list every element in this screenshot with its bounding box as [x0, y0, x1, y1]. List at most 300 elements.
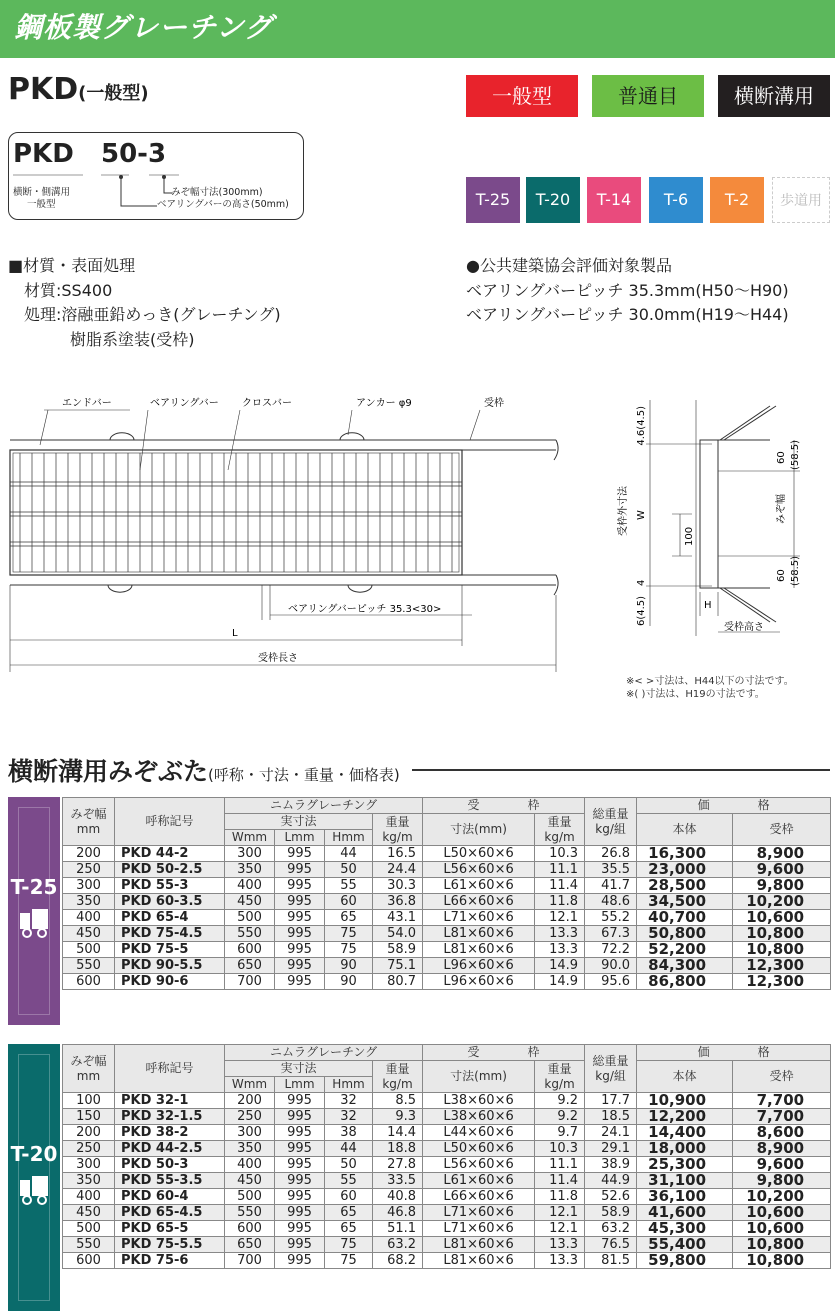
- cell-code: PKD 90-6: [115, 974, 225, 990]
- table-row: [63, 862, 831, 878]
- cell-weight: 75.1: [373, 958, 423, 974]
- material-heading: ■材質・表面処理: [8, 256, 136, 275]
- cell-frame-price: 7,700: [733, 1109, 831, 1125]
- th-total-weight: 総重量 kg/組: [585, 798, 637, 846]
- cell-body-price: 41,600: [637, 1205, 733, 1221]
- label-dim-top: 4.6(4.5): [636, 406, 647, 446]
- th-total-weight: 総重量 kg/組: [585, 1045, 637, 1093]
- cell-code: PKD 75-4.5: [115, 926, 225, 942]
- cell-hmm: 90: [325, 958, 373, 974]
- material-spec: 材質:SS400: [24, 281, 113, 300]
- cell-hmm: 50: [325, 862, 373, 878]
- cell-hmm: 65: [325, 1205, 373, 1221]
- cell-wmm: 550: [225, 1205, 275, 1221]
- load-t20: T-20: [526, 177, 580, 223]
- label-W: W: [636, 510, 647, 520]
- section-subtitle: (呼称・寸法・重量・価格表): [208, 766, 400, 784]
- th-groove-width: みぞ幅 mm: [63, 798, 115, 846]
- cell-code: PKD 44-2.5: [115, 1141, 225, 1157]
- cell-total-weight: 67.3: [585, 926, 637, 942]
- th-actual: 実寸法: [225, 814, 373, 830]
- price-table-t25: [62, 797, 831, 990]
- cell-body-price: 36,100: [637, 1189, 733, 1205]
- cell-weight: 40.8: [373, 1189, 423, 1205]
- truck-icon: [18, 909, 50, 939]
- cell-lmm: 995: [275, 974, 325, 990]
- tag-general: 一般型: [466, 75, 578, 117]
- cell-lmm: 995: [275, 910, 325, 926]
- cell-frame-weight: 11.8: [535, 1189, 585, 1205]
- cell-hmm: 44: [325, 846, 373, 862]
- cell-wmm: 700: [225, 1253, 275, 1269]
- code-note-height: ベアリングバーの高さ(50mm): [157, 199, 289, 210]
- cell-lmm: 995: [275, 1221, 325, 1237]
- table-row: [63, 1093, 831, 1109]
- table-row: [63, 942, 831, 958]
- cell-hmm: 32: [325, 1093, 373, 1109]
- treatment-spec-frame: 樹脂系塗装(受枠): [70, 330, 195, 349]
- cell-code: PKD 38-2: [115, 1125, 225, 1141]
- cell-total-weight: 81.5: [585, 1253, 637, 1269]
- cell-total-weight: 17.7: [585, 1093, 637, 1109]
- header-banner: [0, 0, 835, 58]
- cell-weight: 68.2: [373, 1253, 423, 1269]
- tag-cross-drain: 横断溝用: [718, 75, 830, 117]
- cell-frame-dim: L61×60×6: [423, 878, 535, 894]
- cell-weight: 58.9: [373, 942, 423, 958]
- cell-frame-dim: L81×60×6: [423, 1253, 535, 1269]
- cell-groove-width: 450: [63, 926, 115, 942]
- load-t25: T-25: [466, 177, 520, 223]
- label-585-bottom: (58.5): [790, 555, 801, 586]
- label-bearing-bar: ベアリングバー: [150, 398, 219, 409]
- truck-icon: [18, 1176, 50, 1206]
- th-body-price: 本体: [637, 814, 733, 846]
- cell-groove-width: 150: [63, 1109, 115, 1125]
- cell-frame-weight: 11.4: [535, 1173, 585, 1189]
- cell-wmm: 350: [225, 862, 275, 878]
- cell-code: PKD 55-3.5: [115, 1173, 225, 1189]
- label-60-top: 60: [776, 451, 787, 464]
- cell-hmm: 38: [325, 1125, 373, 1141]
- cell-frame-dim: L66×60×6: [423, 894, 535, 910]
- cell-frame-weight: 13.3: [535, 926, 585, 942]
- cell-body-price: 59,800: [637, 1253, 733, 1269]
- cell-weight: 54.0: [373, 926, 423, 942]
- cell-wmm: 500: [225, 1189, 275, 1205]
- cell-body-price: 23,000: [637, 862, 733, 878]
- label-L: L: [232, 628, 238, 639]
- cell-frame-price: 9,800: [733, 1173, 831, 1189]
- section-title: [8, 752, 400, 788]
- side-band-t20: [8, 1044, 60, 1311]
- cell-hmm: 75: [325, 1253, 373, 1269]
- cell-frame-price: 10,600: [733, 1221, 831, 1237]
- cell-wmm: 450: [225, 894, 275, 910]
- cell-body-price: 14,400: [637, 1125, 733, 1141]
- cell-frame-price: 10,600: [733, 1205, 831, 1221]
- table-row: [63, 1141, 831, 1157]
- cell-wmm: 600: [225, 1221, 275, 1237]
- cell-weight: 16.5: [373, 846, 423, 862]
- label-100: 100: [684, 526, 695, 546]
- cell-body-price: 45,300: [637, 1221, 733, 1237]
- table-row: [63, 926, 831, 942]
- cell-lmm: 995: [275, 1237, 325, 1253]
- label-groove-width: みぞ幅: [776, 494, 787, 524]
- cell-total-weight: 48.6: [585, 894, 637, 910]
- cell-frame-dim: L66×60×6: [423, 1189, 535, 1205]
- cell-frame-weight: 12.1: [535, 910, 585, 926]
- label-frame-length: 受枠長さ: [258, 653, 298, 664]
- code-note-type: 一般型: [27, 199, 56, 210]
- cell-groove-width: 600: [63, 974, 115, 990]
- th-price: 価 格: [637, 798, 831, 814]
- cell-groove-width: 500: [63, 942, 115, 958]
- code-note-width: みぞ幅寸法(300mm): [171, 187, 263, 198]
- cell-body-price: 31,100: [637, 1173, 733, 1189]
- cell-groove-width: 350: [63, 894, 115, 910]
- cell-frame-price: 7,700: [733, 1093, 831, 1109]
- cell-code: PKD 65-4: [115, 910, 225, 926]
- cell-body-price: 10,900: [637, 1093, 733, 1109]
- cell-frame-price: 8,600: [733, 1125, 831, 1141]
- cell-body-price: 84,300: [637, 958, 733, 974]
- plan-drawing: [0, 390, 600, 680]
- cell-frame-dim: L81×60×6: [423, 942, 535, 958]
- table-row: [63, 958, 831, 974]
- cell-frame-dim: L50×60×6: [423, 1141, 535, 1157]
- cell-frame-dim: L38×60×6: [423, 1109, 535, 1125]
- table-row: [63, 1253, 831, 1269]
- cell-lmm: 995: [275, 1253, 325, 1269]
- header-title: 鋼板製グレーチング: [14, 11, 274, 44]
- cell-lmm: 995: [275, 1093, 325, 1109]
- table-row: [63, 910, 831, 926]
- cell-frame-price: 10,800: [733, 926, 831, 942]
- pitch-spec-1: ベアリングバーピッチ 35.3mm(H50〜H90): [466, 281, 789, 300]
- cell-frame-dim: L44×60×6: [423, 1125, 535, 1141]
- table-row: [63, 1237, 831, 1253]
- th-frame-dim: 寸法(mm): [423, 814, 535, 846]
- code-note-usage: 横断・側溝用: [13, 187, 71, 198]
- section-drawing: [600, 396, 835, 636]
- cell-groove-width: 400: [63, 910, 115, 926]
- cell-hmm: 75: [325, 942, 373, 958]
- cell-wmm: 200: [225, 1093, 275, 1109]
- cell-weight: 30.3: [373, 878, 423, 894]
- th-hmm: Hmm: [325, 830, 373, 846]
- cell-code: PKD 90-5.5: [115, 958, 225, 974]
- th-groove-width: みぞ幅 mm: [63, 1045, 115, 1093]
- cell-frame-price: 9,800: [733, 878, 831, 894]
- cell-wmm: 650: [225, 1237, 275, 1253]
- cell-body-price: 40,700: [637, 910, 733, 926]
- label-dim-bottom-1: 4: [636, 579, 647, 586]
- cell-lmm: 995: [275, 942, 325, 958]
- cell-frame-weight: 12.1: [535, 1221, 585, 1237]
- cell-frame-weight: 11.8: [535, 894, 585, 910]
- cell-hmm: 44: [325, 1141, 373, 1157]
- cell-wmm: 300: [225, 846, 275, 862]
- cell-total-weight: 58.9: [585, 1205, 637, 1221]
- label-end-bar: エンドバー: [62, 398, 112, 409]
- label-anchor: アンカー φ9: [356, 398, 412, 409]
- cell-body-price: 28,500: [637, 878, 733, 894]
- cell-weight: 33.5: [373, 1173, 423, 1189]
- cell-frame-price: 10,600: [733, 910, 831, 926]
- cell-wmm: 400: [225, 878, 275, 894]
- cell-lmm: 995: [275, 894, 325, 910]
- tag-normal-mesh: 普通目: [592, 75, 704, 117]
- cell-frame-price: 10,200: [733, 1189, 831, 1205]
- th-frame-weight: 重量 kg/m: [535, 1061, 585, 1093]
- cell-frame-dim: L38×60×6: [423, 1093, 535, 1109]
- product-title: [8, 72, 149, 107]
- cell-groove-width: 200: [63, 846, 115, 862]
- cell-hmm: 65: [325, 1221, 373, 1237]
- cell-frame-price: 8,900: [733, 1141, 831, 1157]
- cell-frame-weight: 13.3: [535, 1253, 585, 1269]
- load-t14: T-14: [587, 177, 641, 223]
- cell-frame-weight: 11.1: [535, 1157, 585, 1173]
- cell-frame-price: 10,800: [733, 942, 831, 958]
- table-row: [63, 894, 831, 910]
- cell-total-weight: 24.1: [585, 1125, 637, 1141]
- cell-hmm: 50: [325, 1157, 373, 1173]
- label-dim-bottom-2: 6(4.5): [636, 595, 647, 626]
- th-lmm: Lmm: [275, 830, 325, 846]
- cell-hmm: 60: [325, 894, 373, 910]
- table-row: [63, 1109, 831, 1125]
- note-angle: ※< >寸法は、H44以下の寸法です。: [626, 676, 794, 687]
- cell-groove-width: 200: [63, 1125, 115, 1141]
- table-row: [63, 1221, 831, 1237]
- cell-total-weight: 29.1: [585, 1141, 637, 1157]
- side-label-t20: T-20: [10, 1142, 58, 1166]
- cell-frame-weight: 13.3: [535, 1237, 585, 1253]
- th-actual: 実寸法: [225, 1061, 373, 1077]
- cell-groove-width: 450: [63, 1205, 115, 1221]
- table-row: [63, 1125, 831, 1141]
- cell-frame-weight: 14.9: [535, 958, 585, 974]
- cell-frame-dim: L71×60×6: [423, 1221, 535, 1237]
- table-row: [63, 974, 831, 990]
- cell-hmm: 55: [325, 1173, 373, 1189]
- th-wmm: Wmm: [225, 830, 275, 846]
- cell-lmm: 995: [275, 1173, 325, 1189]
- cell-body-price: 12,200: [637, 1109, 733, 1125]
- price-table-t20: [62, 1044, 831, 1269]
- table-row: [63, 1189, 831, 1205]
- label-cross-bar: クロスバー: [242, 398, 292, 409]
- cell-frame-weight: 10.3: [535, 846, 585, 862]
- cell-body-price: 18,000: [637, 1141, 733, 1157]
- th-frame: 受 枠: [423, 798, 585, 814]
- cell-wmm: 400: [225, 1157, 275, 1173]
- th-frame-dim: 寸法(mm): [423, 1061, 535, 1093]
- cell-lmm: 995: [275, 1157, 325, 1173]
- cell-total-weight: 76.5: [585, 1237, 637, 1253]
- cell-total-weight: 26.8: [585, 846, 637, 862]
- cell-weight: 46.8: [373, 1205, 423, 1221]
- cell-groove-width: 550: [63, 1237, 115, 1253]
- cell-frame-dim: L56×60×6: [423, 1157, 535, 1173]
- cell-frame-price: 9,600: [733, 1157, 831, 1173]
- pitch-spec-2: ベアリングバーピッチ 30.0mm(H19〜H44): [466, 305, 789, 324]
- cell-frame-dim: L71×60×6: [423, 1205, 535, 1221]
- cell-code: PKD 55-3: [115, 878, 225, 894]
- th-hmm: Hmm: [325, 1077, 373, 1093]
- cell-lmm: 995: [275, 846, 325, 862]
- code-number: 50-3: [101, 139, 167, 169]
- cell-groove-width: 350: [63, 1173, 115, 1189]
- table-row: [63, 1157, 831, 1173]
- cell-body-price: 34,500: [637, 894, 733, 910]
- cell-total-weight: 72.2: [585, 942, 637, 958]
- cell-groove-width: 500: [63, 1221, 115, 1237]
- section-rule: [412, 769, 830, 771]
- cell-lmm: 995: [275, 1189, 325, 1205]
- cell-frame-dim: L96×60×6: [423, 974, 535, 990]
- cell-lmm: 995: [275, 1109, 325, 1125]
- th-wmm: Wmm: [225, 1077, 275, 1093]
- product-type: (一般型): [78, 83, 149, 104]
- th-code: 呼称記号: [115, 798, 225, 846]
- cell-wmm: 250: [225, 1109, 275, 1125]
- cell-code: PKD 32-1.5: [115, 1109, 225, 1125]
- cell-hmm: 55: [325, 878, 373, 894]
- table-row: [63, 1205, 831, 1221]
- cell-frame-price: 10,200: [733, 894, 831, 910]
- cell-lmm: 995: [275, 1125, 325, 1141]
- cell-code: PKD 50-3: [115, 1157, 225, 1173]
- cell-total-weight: 90.0: [585, 958, 637, 974]
- th-frame-weight: 重量 kg/m: [535, 814, 585, 846]
- cell-frame-weight: 14.9: [535, 974, 585, 990]
- cell-weight: 80.7: [373, 974, 423, 990]
- label-frame-height: 受枠高さ: [724, 622, 764, 633]
- cell-groove-width: 600: [63, 1253, 115, 1269]
- product-code: PKD: [8, 72, 79, 107]
- cell-total-weight: 41.7: [585, 878, 637, 894]
- cell-lmm: 995: [275, 1205, 325, 1221]
- cell-groove-width: 250: [63, 1141, 115, 1157]
- cell-wmm: 300: [225, 1125, 275, 1141]
- cell-total-weight: 18.5: [585, 1109, 637, 1125]
- cell-weight: 18.8: [373, 1141, 423, 1157]
- cell-hmm: 75: [325, 1237, 373, 1253]
- cell-weight: 9.3: [373, 1109, 423, 1125]
- cell-hmm: 75: [325, 926, 373, 942]
- cell-total-weight: 63.2: [585, 1221, 637, 1237]
- cell-frame-weight: 9.2: [535, 1109, 585, 1125]
- cell-body-price: 86,800: [637, 974, 733, 990]
- cell-lmm: 995: [275, 926, 325, 942]
- cell-frame-price: 9,600: [733, 862, 831, 878]
- cell-weight: 27.8: [373, 1157, 423, 1173]
- cell-total-weight: 38.9: [585, 1157, 637, 1173]
- cell-lmm: 995: [275, 958, 325, 974]
- cell-frame-weight: 11.4: [535, 878, 585, 894]
- cell-wmm: 600: [225, 942, 275, 958]
- label-outer: 受枠外寸法: [618, 486, 629, 536]
- cell-code: PKD 32-1: [115, 1093, 225, 1109]
- cell-weight: 51.1: [373, 1221, 423, 1237]
- cell-code: PKD 44-2: [115, 846, 225, 862]
- cell-lmm: 995: [275, 878, 325, 894]
- cell-total-weight: 55.2: [585, 910, 637, 926]
- th-frame-price: 受枠: [733, 814, 831, 846]
- cell-hmm: 60: [325, 1189, 373, 1205]
- side-band-t25: [8, 797, 60, 1025]
- cell-weight: 36.8: [373, 894, 423, 910]
- cell-groove-width: 100: [63, 1093, 115, 1109]
- cell-code: PKD 65-5: [115, 1221, 225, 1237]
- cell-code: PKD 60-3.5: [115, 894, 225, 910]
- cell-frame-dim: L81×60×6: [423, 1237, 535, 1253]
- cell-lmm: 995: [275, 862, 325, 878]
- cell-frame-weight: 11.1: [535, 862, 585, 878]
- treatment-spec: 処理:溶融亜鉛めっき(グレーチング): [24, 305, 281, 324]
- load-sidewalk: 歩道用: [772, 177, 830, 223]
- cell-weight: 43.1: [373, 910, 423, 926]
- cell-wmm: 500: [225, 910, 275, 926]
- cell-total-weight: 35.5: [585, 862, 637, 878]
- cell-frame-weight: 12.1: [535, 1205, 585, 1221]
- cell-body-price: 16,300: [637, 846, 733, 862]
- cell-total-weight: 95.6: [585, 974, 637, 990]
- certification-heading: ●公共建築協会評価対象製品: [466, 256, 672, 275]
- cell-body-price: 25,300: [637, 1157, 733, 1173]
- cell-code: PKD 75-6: [115, 1253, 225, 1269]
- cell-hmm: 65: [325, 910, 373, 926]
- note-paren: ※( )寸法は、H19の寸法です。: [626, 689, 765, 700]
- cell-code: PKD 75-5.5: [115, 1237, 225, 1253]
- table-row: [63, 1173, 831, 1189]
- th-frame-price: 受枠: [733, 1061, 831, 1093]
- cell-groove-width: 250: [63, 862, 115, 878]
- cell-body-price: 50,800: [637, 926, 733, 942]
- th-grating: ニムラグレーチング: [225, 1045, 423, 1061]
- th-weight: 重量 kg/m: [373, 1061, 423, 1093]
- label-pitch: ベアリングバーピッチ 35.3<30>: [288, 604, 442, 615]
- cell-body-price: 55,400: [637, 1237, 733, 1253]
- section-title-main: 横断溝用みぞぶた: [8, 757, 209, 786]
- cell-frame-dim: L61×60×6: [423, 1173, 535, 1189]
- cell-frame-dim: L96×60×6: [423, 958, 535, 974]
- label-585-top: (58.5): [790, 439, 801, 470]
- cell-frame-weight: 9.7: [535, 1125, 585, 1141]
- cell-lmm: 995: [275, 1141, 325, 1157]
- cell-frame-dim: L50×60×6: [423, 846, 535, 862]
- load-t2: T-2: [710, 177, 764, 223]
- cell-code: PKD 50-2.5: [115, 862, 225, 878]
- cell-wmm: 350: [225, 1141, 275, 1157]
- code-explanation: [8, 132, 304, 220]
- cell-total-weight: 52.6: [585, 1189, 637, 1205]
- table-row: [63, 846, 831, 862]
- cell-weight: 14.4: [373, 1125, 423, 1141]
- cell-hmm: 32: [325, 1109, 373, 1125]
- cell-wmm: 450: [225, 1173, 275, 1189]
- th-code: 呼称記号: [115, 1045, 225, 1093]
- label-60-bottom: 60: [776, 569, 787, 582]
- cell-frame-price: 10,800: [733, 1253, 831, 1269]
- cell-wmm: 550: [225, 926, 275, 942]
- cell-frame-price: 12,300: [733, 958, 831, 974]
- cell-frame-dim: L71×60×6: [423, 910, 535, 926]
